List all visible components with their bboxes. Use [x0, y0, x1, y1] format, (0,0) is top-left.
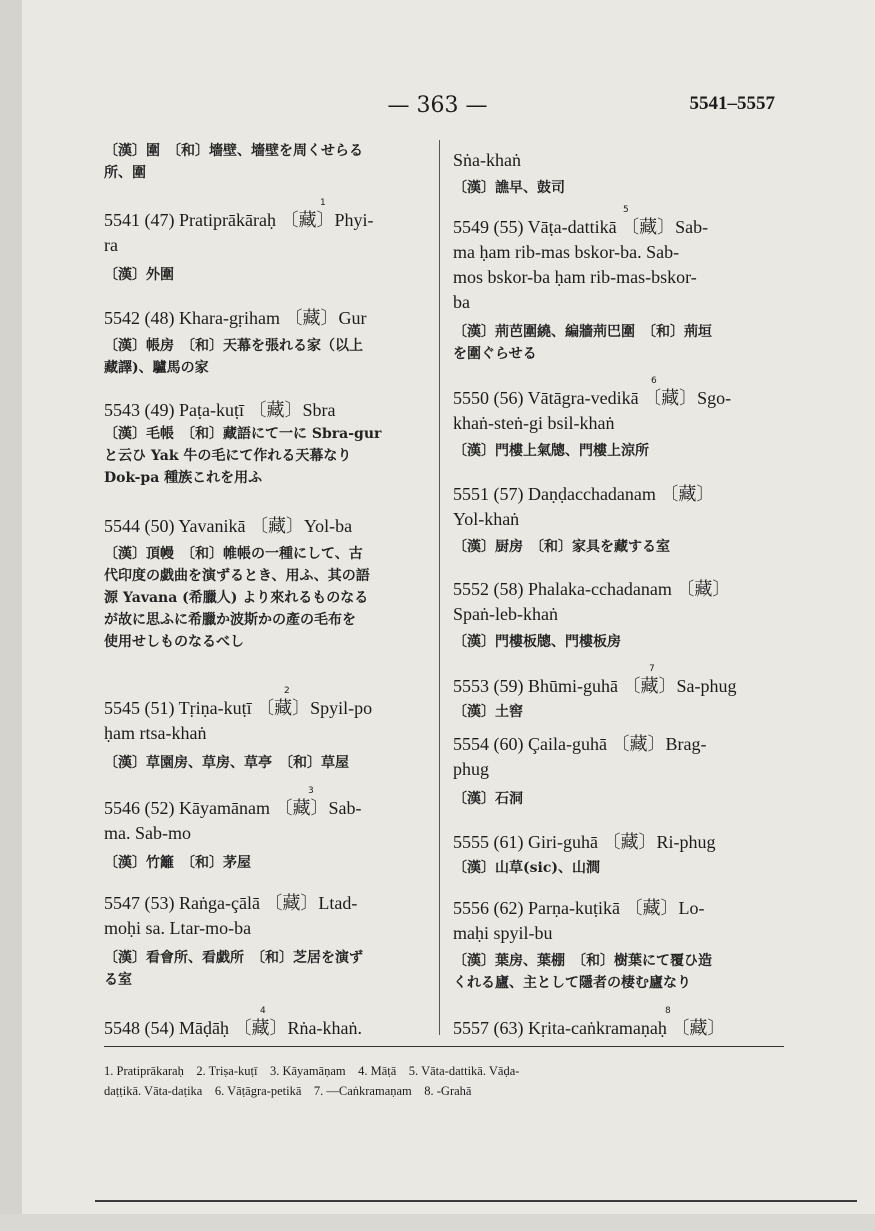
- entry-5550: 6 5550 (56) Vātāgra-vedikā 〔藏〕Sgo- khaṅ-steṅ-gi bsil-khaṅ 〔漢〕門樓上氣牕、門樓上涼所: [453, 376, 732, 459]
- footnote-marker: 7: [649, 664, 655, 674]
- entry-continuation: 〔漢〕圍 〔和〕墻壁、墻壁を周くせらる 所、圍: [104, 143, 363, 181]
- entry-range: 5541–5557: [689, 93, 775, 114]
- footnote-marker: 5: [623, 205, 629, 215]
- entry-5545: 2 5545 (51) Tṛiṇa-kuṭī 〔藏〕Spyil-po ḥam rtsa-khaṅ 〔漢〕草園房、草房、草亭 〔和〕草屋: [104, 686, 373, 771]
- entry-5548: 4 5548 (54) Māḍāḥ 〔藏〕Rṅa-khaṅ.: [104, 1006, 362, 1038]
- entry-5551: 5551 (57) Daṇḍacchadanam 〔藏〕 Yol-khaṅ 〔漢〕厨房 〔和〕家具を藏する室: [453, 484, 715, 555]
- footnotes: [104, 1046, 784, 1101]
- page-number: — 363 —: [387, 93, 488, 118]
- entry-5544: 5544 (50) Yavanikā 〔藏〕Yol-ba 〔漢〕頂幔 〔和〕帷帳の一種にして、古 代印度の戯曲を演ずるとき、用ふ、其の語 源 Yavana (希臘人) より來れるものなる が故に思ふに希臘か波斯かの產の毛布を 使用せしものなるべし: [104, 516, 370, 650]
- entry-5546: 3 5546 (52) Kāyamānam 〔藏〕Sab- ma. Sab-mo 〔漢〕竹籬 〔和〕茅屋: [104, 786, 362, 871]
- bottom-rule: [95, 1200, 857, 1202]
- entry-5554: 5554 (60) Çaila-guhā 〔藏〕Brag- phug 〔漢〕石洞: [453, 734, 707, 807]
- entry-5543: 5543 (49) Paṭa-kuṭī 〔藏〕Sbra 〔漢〕毛帳 〔和〕藏語にて一に Sbra-gur と云ひ Yak 牛の毛にて作れる天幕なり Dok-pa 種族これを用ふ: [104, 400, 382, 486]
- entry-5552: 5552 (58) Phalaka-cchadanam 〔藏〕 Spaṅ-leb-khaṅ 〔漢〕門樓板牕、門樓板房: [453, 579, 731, 650]
- entry-5547: 5547 (53) Raṅga-çālā 〔藏〕Ltad- moḥi sa. Ltar-mo-ba 〔漢〕看會所、看戯所 〔和〕芝居を演ず る室: [104, 893, 363, 988]
- footnote-marker: 4: [260, 1006, 266, 1016]
- column-divider: [439, 140, 440, 1035]
- footnote-marker: 1: [320, 198, 326, 208]
- footnote-line: daṭṭikā. Vāta-daṭika 6. Vāṭāgra-petikā 7. —Caṅkramaṇam 8. -Grahā: [104, 1084, 472, 1098]
- footnote-marker: 2: [284, 686, 290, 696]
- footnote-marker: 3: [308, 786, 314, 796]
- entry-5555: 5555 (61) Giri-guhā 〔藏〕Ri-phug 〔漢〕山草(sic)、山澗: [453, 832, 716, 876]
- footnote-marker: 8: [665, 1006, 671, 1016]
- footnote-line: 1. Pratiprākaraḥ 2. Triṣa-kuṭī 3. Kāyamāṇam 4. Māṭā 5. Vāta-dattikā. Vāḍa-: [104, 1064, 520, 1078]
- entry-5553: 7 5553 (59) Bhūmi-guhā 〔藏〕Sa-phug 〔漢〕土窖: [453, 664, 737, 720]
- page-bottom-edge: [0, 1214, 875, 1231]
- entry-5549: 5 5549 (55) Vāṭa-dattikā 〔藏〕Sab- ma ḥam rib-mas bskor-ba. Sab- mos bskor-ba ḥam rib-mas-bskor- ba 〔漢〕荊芭圍繞、編牆荊巴圍 〔和〕荊垣 を圍ぐらせる: [453, 205, 712, 362]
- entry-5556: 5556 (62) Parṇa-kuṭikā 〔藏〕Lo- maḥi spyil-bu 〔漢〕葉房、葉棚 〔和〕樹葉にて覆ひ造 くれる廬、主として隱者の棲む廬なり: [453, 898, 712, 991]
- page-gutter-shadow: [0, 0, 22, 1231]
- footnote-marker: 6: [651, 376, 657, 386]
- entry-continuation: Sṅa-khaṅ 〔漢〕譙早、鼓司: [453, 150, 565, 196]
- entry-5541: 1 5541 (47) Pratiprākāraḥ 〔藏〕Phyi- ra 〔漢〕外圍: [104, 198, 374, 283]
- entry-5542: 5542 (48) Khara-gṛiham 〔藏〕Gur 〔漢〕帳房 〔和〕天幕を張れる家（以上 藏譯)、驢馬の家: [104, 308, 367, 376]
- entry-5557: 8 5557 (63) Kṛita-caṅkramaṇaḥ 〔藏〕: [453, 1006, 726, 1038]
